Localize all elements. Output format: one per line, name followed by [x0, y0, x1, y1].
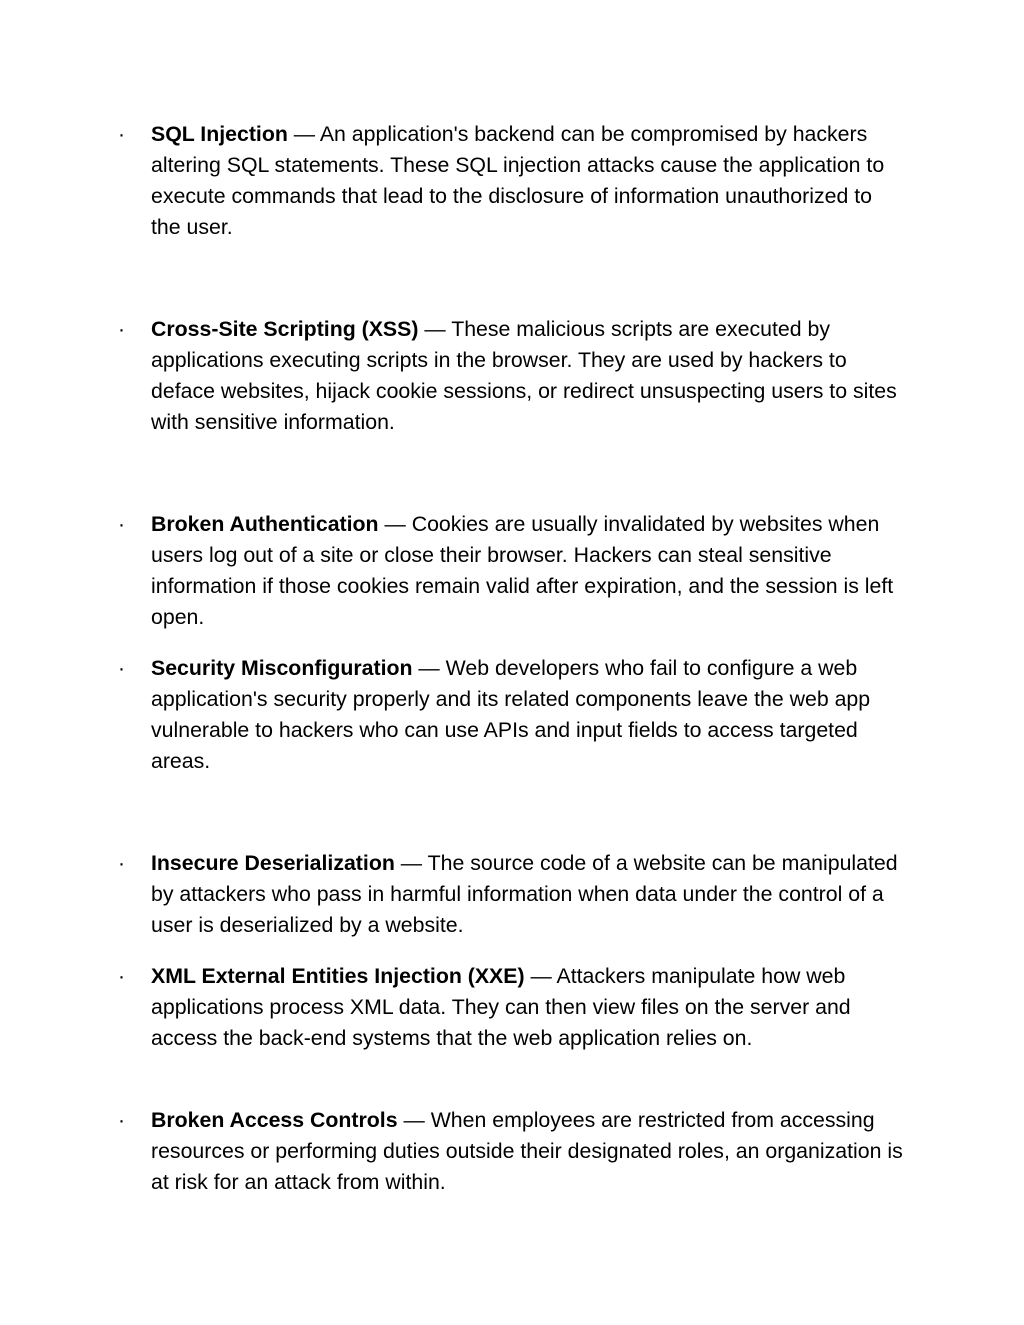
item-description: — An application's backend can be compromised by hackers altering SQL statements. These SQL injection attacks cause the application to execute commands that lead to the disclosure of information unauthorized to the user. [151, 122, 885, 239]
item-description: — These malicious scripts are executed by applications executing scripts in the browser. They are used by hackers to deface websites, hijack cookie sessions, or redirect unsuspecting users to sites with sensitive information. [151, 317, 897, 434]
item-description: — When employees are restricted from accessing resources or performing duties outside their designated roles, an organization is at risk for an attack from within. [151, 1108, 903, 1194]
item-term: Cross-Site Scripting (XSS) [151, 317, 419, 341]
item-text [151, 1105, 906, 1198]
item-text [151, 848, 906, 941]
item-text [151, 653, 906, 777]
bullet: · [118, 965, 125, 988]
item-term: Insecure Deserialization [151, 851, 395, 875]
bullet: · [118, 852, 125, 875]
item-text [151, 961, 906, 1054]
item-text [151, 119, 906, 243]
item-term: Broken Authentication [151, 512, 379, 536]
item-term: Security Misconfiguration [151, 656, 413, 680]
item-term: SQL Injection [151, 122, 288, 146]
item-text [151, 314, 906, 438]
bullet: · [118, 318, 125, 341]
item-description: — Attackers manipulate how web applications process XML data. They can then view files on the server and access the back-end systems that the web application relies on. [151, 964, 851, 1050]
item-description: — Web developers who fail to configure a web application's security properly and its related components leave the web app vulnerable to hackers who can use APIs and input fields to access targeted areas. [151, 656, 871, 773]
item-term: XML External Entities Injection (XXE) [151, 964, 525, 988]
item-description: — The source code of a website can be manipulated by attackers who pass in harmful information when data under the control of a user is deserialized by a website. [151, 851, 898, 937]
item-text [151, 509, 906, 633]
item-term: Broken Access Controls [151, 1108, 398, 1132]
item-description: — Cookies are usually invalidated by websites when users log out of a site or close their browser. Hackers can steal sensitive information if those cookies remain valid after expiration, and the session is left open. [151, 512, 894, 629]
bullet: · [118, 123, 125, 146]
bullet: · [118, 1109, 125, 1132]
bullet: · [118, 657, 125, 680]
bullet: · [118, 513, 125, 536]
